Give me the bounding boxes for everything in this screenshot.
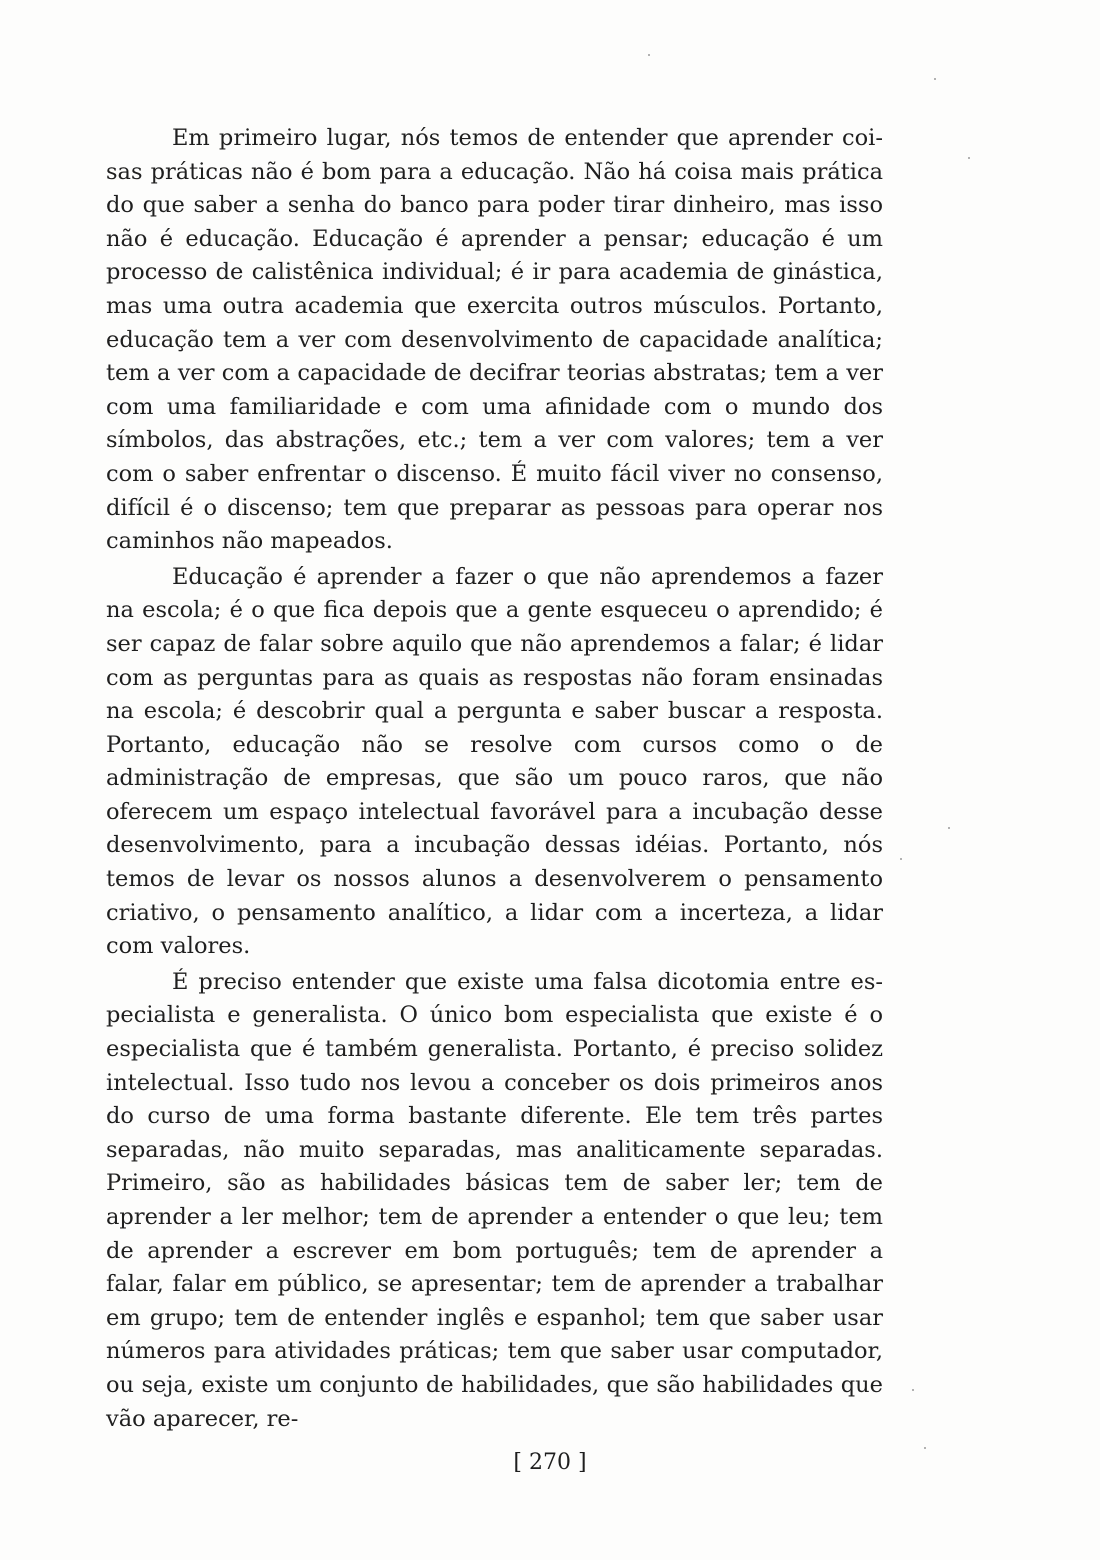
scan-speck	[934, 78, 936, 80]
scan-speck	[912, 1389, 914, 1391]
paragraph-3: É preciso entender que existe uma falsa dicotomia entre especialista e generalista. O único bom especialista que existe é o especialista que é também generalista. Portanto, é preciso solidez intelectual. Isso tudo nos levou a conceber os dois primeiros anos do curso de uma forma bastante diferente. Ele tem três partes separadas, não muito separadas, mas analiticamente separadas. Primeiro, são as habilidades básicas tem de saber ler; tem de aprender a ler melhor; tem de aprender a entender o que leu; tem de aprender a escrever em bom português; tem de aprender a falar, falar em público, se apresentar; tem de aprender a trabalhar em grupo; tem de entender inglês e espanhol; tem que saber usar números para atividades práticas; tem que saber usar computador, ou seja, existe um conjunto de habilidades, que são habilidades que vão aparecer, re-	[106, 968, 883, 1432]
scan-speck	[648, 54, 650, 56]
body-text	[106, 122, 883, 1436]
scan-speck	[968, 157, 970, 159]
scan-speck	[900, 858, 902, 860]
page-number: [ 270 ]	[513, 1450, 587, 1475]
scan-speck	[924, 1447, 926, 1449]
scan-speck	[948, 827, 950, 829]
paragraph-2: Educação é aprender a fazer o que não aprendemos a fazer na escola; é o que fica depois que a gente esqueceu o aprendido; é ser capaz de falar sobre aquilo que não aprendemos a falar; é lidar com as perguntas para as quais as respostas não foram ensinadas na escola; é descobrir qual a pergunta e saber buscar a resposta. Portanto, educação não se resolve com cursos como o de administração de empresas, que são um pouco raros, que não oferecem um espaço intelectual favorável para a incubação desse desenvolvimento, para a incubação dessas idéias. Portanto, nós temos de levar os nossos alunos a desenvolverem o pensamento criativo, o pensamento analítico, a lidar com a incerteza, a lidar com valores.	[106, 563, 883, 960]
paragraph-1: Em primeiro lugar, nós temos de entender que aprender coisas práticas não é bom para a educação. Não há coisa mais prática do que saber a senha do banco para poder tirar dinheiro, mas isso não é educação. Educação é aprender a pensar; educação é um processo de calistênica individual; é ir para academia de ginástica, mas uma outra academia que exercita outros músculos. Portanto, educação tem a ver com desenvolvimento de capacidade analítica; tem a ver com a capacidade de decifrar teorias abstratas; tem a ver com uma familiaridade e com uma afinidade com o mundo dos símbolos, das abstrações, etc.; tem a ver com valores; tem a ver com o saber enfrentar o discenso. É muito fácil viver no consenso, difícil é o discenso; tem que preparar as pessoas para operar nos caminhos não mapeados.	[106, 125, 883, 555]
